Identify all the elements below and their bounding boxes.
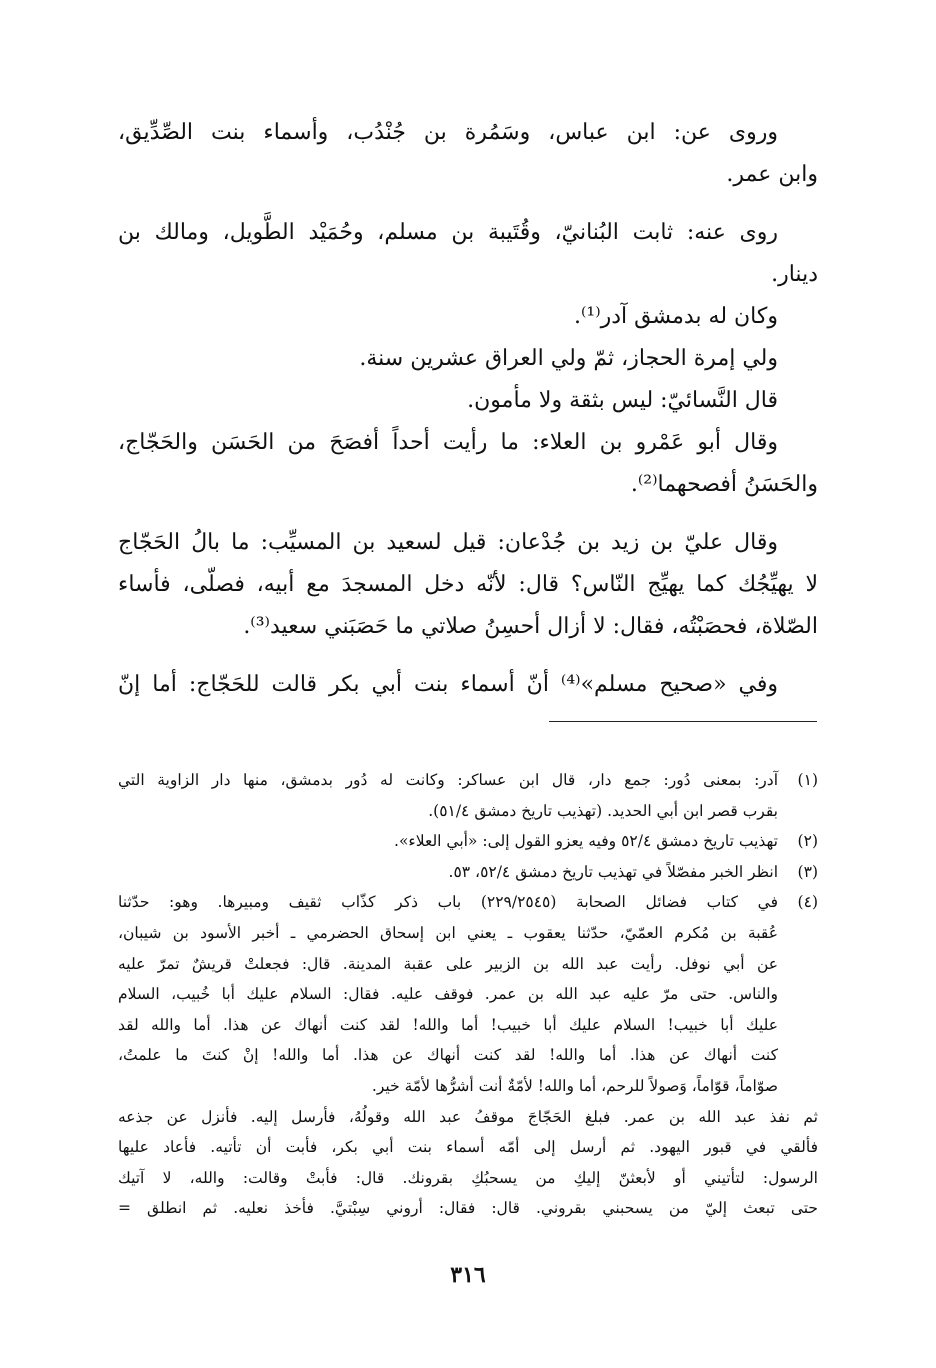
text-line: ولي إمرة الحجاز، ثمّ ولي العراق عشرين سنة. xyxy=(359,346,778,371)
footnote-number: (٢) xyxy=(797,832,818,851)
footnote-1 xyxy=(118,765,818,826)
footnote-line: الرسول: لتأتيني أو لأبعثنّ إليكِ من يسحبُكِ بقرونك. قال: فأبتْ وقالت: والله، لا آتيك xyxy=(118,1168,818,1187)
text-line: والحَسَنُ أفصحهما⁽²⁾. xyxy=(630,472,818,497)
footnote-line: آدر: بمعنى دُور: جمع دار، قال ابن عساكر: وكانت له دُور بدمشق، منها دار الزاوية التي xyxy=(118,771,778,789)
footnote-3 xyxy=(118,857,818,888)
footnote-4 xyxy=(118,887,818,1224)
page-number: ٣١٦ xyxy=(450,1262,486,1288)
footnote-number: (٤) xyxy=(797,893,818,912)
footnote-line: انظر الخبر مفصّلاً في تهذيب تاريخ دمشق ٥٢/٤، ٥٣. xyxy=(448,862,778,881)
footnote-line: عُقبة بن مُكرم العمّيّ، حدّثنا يعقوب ـ يعني ابن إسحاق الحضرمي ـ أخبر الأسود بن شيبان، xyxy=(118,923,778,942)
text-line: وقال عليّ بن زيد بن جُدْعان: قيل لسعيد بن المسيِّب: ما بالُ الحَجّاج xyxy=(118,530,778,555)
footnote-number: (١) xyxy=(797,771,818,789)
main-text xyxy=(118,112,818,706)
text-line: وابن عمر. xyxy=(726,162,818,187)
text-line: لا يهيِّجُك كما يهيِّج النّاس؟ قال: لأنّه دخل المسجدَ مع أبيه، فصلّى، فأساء xyxy=(118,572,818,597)
footnote-line: والناس. حتى مرّ عليه عبد الله بن عمر. فوقف عليه. فقال: السلام عليك أبا خُبيب، السلام xyxy=(118,985,778,1004)
footnote-line: في كتاب فضائل الصحابة (٢٢٩/٢٥٤٥) باب ذكر كذّاب ثقيف ومبيرها. وهو: حدّثنا xyxy=(118,893,778,912)
footnote-line: صوّاماً، قوّاماً، وَصولاً للرحم، أما والله! لأمّةٌ أنت أشرُّها لأمّة خير. xyxy=(371,1076,778,1095)
footnote-2 xyxy=(118,826,818,857)
footnote-line: عن أبي نوفل. رأيت عبد الله بن الزبير على عقبة المدينة. قال: فجعلتْ قريشٌ تمرّ عليه xyxy=(118,954,778,973)
text-line: وروى عن: ابن عباس، وسَمُرة بن جُنْدُب، وأسماء بنت الصِّدِّيق، xyxy=(118,120,778,145)
text-line: وقال أبو عَمْرو بن العلاء: ما رأيت أحداً أفصَحَ من الحَسَن والحَجّاج، xyxy=(118,430,778,455)
footnote-line: بقرب قصر ابن أبي الحديد. (تهذيب تاريخ دمشق ٥١/٤). xyxy=(428,801,778,820)
text-line: وكان له بدمشق آدر⁽¹⁾. xyxy=(573,304,778,329)
footnote-line: ثم نفذ عبد الله بن عمر. فبلغ الحَجّاجَ موقفُ عبد الله وقولُهُ، فأرسل إليه. فأنزل عن جذعه xyxy=(118,1107,818,1126)
footnote-separator xyxy=(549,721,817,722)
footnote-line: حتى تبعث إليّ من يسحبني بقروني. قال: فقال: أروني سِبْتيَّ. فأخذ نعليه. ثم انطلق = xyxy=(118,1199,818,1218)
footnote-line: كنت أنهاك عن هذا. أما والله! لقد كنت أنهاك عن هذا. أما والله! إنْ كنتَ ما علمتُ، xyxy=(118,1046,778,1065)
text-line: دينار. xyxy=(771,262,818,287)
footnote-line: عليك أبا خبيب! السلام عليك أبا خبيب! أما والله! لقد كنت أنهاك عن هذا. أما والله لقد xyxy=(118,1015,778,1034)
footnote-number: (٣) xyxy=(797,862,818,881)
footnotes xyxy=(118,765,818,1224)
text-line: روى عنه: ثابت البُنانيّ، وقُتَيبة بن مسلم، وحُمَيْد الطَّويل، ومالك بن xyxy=(118,220,778,245)
text-line: قال النَّسائيّ: ليس بثقة ولا مأمون. xyxy=(467,388,778,413)
footnote-line: فألقي في قبور اليهود. ثم أرسل إلى أمّه أسماء بنت أبي بكر، فأبت أن تأتيه. فأعاد عليها xyxy=(118,1138,818,1157)
text-line: وفي «صحيح مسلم»⁽⁴⁾ أنّ أسماء بنت أبي بكر قالت للحَجّاج: أما إنّ xyxy=(118,672,779,697)
footnote-line: تهذيب تاريخ دمشق ٥٢/٤ وفيه يعزو القول إلى: «أبي العلاء». xyxy=(394,832,778,851)
text-line: الصّلاة، فحصَبْتُه، فقال: لا أزال أحسِنُ صلاتي ما حَصَبَني سعيد⁽³⁾. xyxy=(243,614,818,639)
